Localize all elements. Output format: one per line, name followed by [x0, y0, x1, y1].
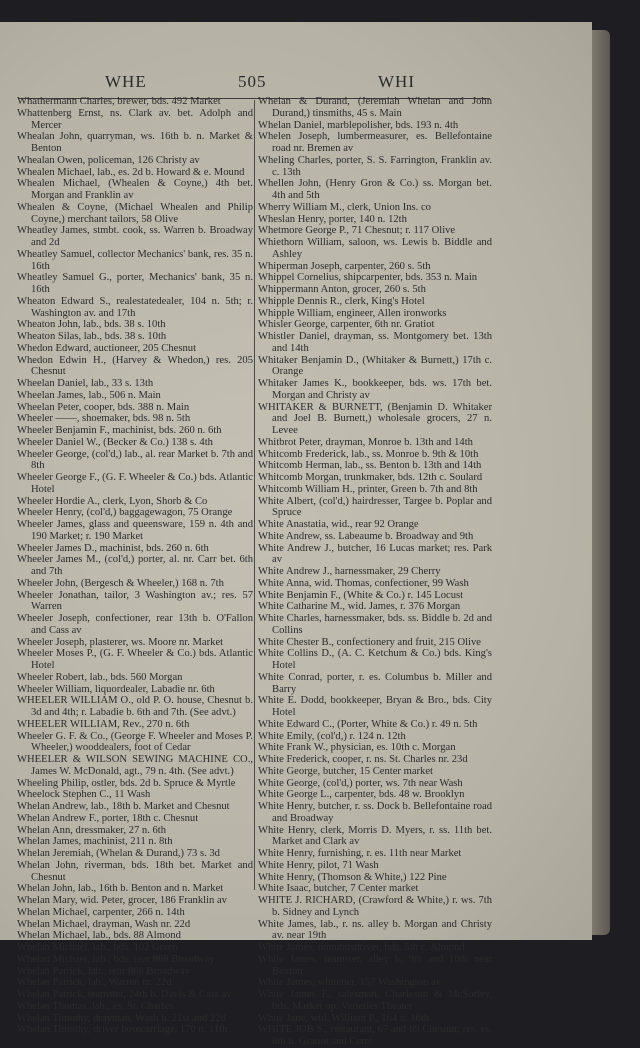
directory-entry: Wheeler George F., (G. F. Wheeler & Co.) bds. Atlantic Hotel [17, 472, 253, 495]
directory-entry: Wheling Charles, porter, S. S. Farrington, Franklin av. c. 13th [258, 154, 492, 178]
directory-entry: White Albert, (col'd,) hairdresser, Targee b. Poplar and Spruce [258, 495, 492, 519]
directory-entry: Whiethorn William, saloon, ws. Lewis b. Biddle and Ashley [258, 237, 492, 260]
directory-entry: Whitaker James K., bookkeeper, bds. ws. 17th bet. Morgan and Christy av [258, 378, 492, 401]
directory-entry: Wheeler James M., (col'd,) porter, al. nr. Carr bet. 6th and 7th [17, 554, 253, 577]
directory-entry: Wheeling Philip, ostler, bds. 2d b. Spruce & Myrtle [17, 777, 236, 789]
directory-entry: Whitcomb William H., printer, Green b. 7th and 8th [258, 483, 478, 495]
directory-entry: White Henry, butcher, r. ss. Dock b. Bellefontaine road and Broadway [258, 801, 492, 824]
directory-entry: White Anna, wid. Thomas, confectioner, 99 Wash [258, 577, 469, 589]
directory-entry: Wheaton Silas, lab., bds. 38 s. 10th [17, 331, 167, 342]
directory-entry: Whealan John, quarryman, ws. 16th b. n. Market & Benton [17, 131, 253, 154]
left-guide-word: WHE [105, 72, 147, 91]
directory-entry: White Benjamin F., (White & Co.) r. 145 Locust [258, 589, 464, 601]
directory-entry: White Henry, furnishing, r. es. 11th near Market [258, 848, 462, 859]
directory-entry: Wheaton John, lab., bds. 38 s. 10th [17, 319, 166, 331]
directory-entry: White George L., carpenter, bds. 48 w. Brooklyn [258, 789, 465, 801]
directory-entry: Whelan Patrick, lab., rear 868 Broadway [17, 965, 190, 977]
directory-entry: Whipple Dennis R., clerk, King's Hotel [258, 295, 425, 307]
directory-entry: White George, (col'd,) porter, ws. 7th near Wash [258, 777, 463, 789]
directory-entry: White James F., salesman, Charleson & McSorley, bds. Market op. Varieties Theater [258, 989, 492, 1012]
directory-entry: Whelan Michael, drayman, Wash nr. 22d [17, 918, 191, 930]
directory-entry: WHITE JOB S., restaurant, 67 and 69 Chesnut; res. es. 8th b. Gratiot and Cerre [258, 1024, 492, 1047]
directory-entry: WHEELER WILLIAM O., old P. O. house, Chesnut b. 3d and 4th; r. Labadie b. 6th and 7th. (See advt.) [17, 695, 253, 718]
directory-entry: White George, butcher, 15 Center market [258, 765, 433, 777]
right-column [258, 96, 492, 1048]
directory-entry: White Chester B., confectionery and fruit, 215 Olive [258, 636, 481, 648]
directory-entry: White Frederick, cooper, r. ns. St. Charles nr. 23d [258, 754, 468, 765]
left-column [17, 96, 253, 1036]
directory-entry: Wheeler William, liquordealer, Labadie nr. 6th [17, 683, 215, 695]
directory-entry: Wheeler ——, shoemaker, bds. 98 n. 5th [17, 413, 191, 425]
directory-entry: Whelan Andrew, lab., 18th b. Market and Chesnut [17, 801, 230, 812]
directory-entry: WHEELER & WILSON SEWING MACHINE CO., James W. McDonald, agt., 79 n. 4th. (See advt.) [17, 754, 253, 777]
directory-entry: WHITE J. RICHARD, (Crawford & White,) r. ws. 7th b. Sidney and Lynch [258, 895, 492, 918]
directory-entry: Whippel Cornelius, shipcarpenter, bds. 353 n. Main [258, 272, 478, 284]
directory-entry: Wheelan James, lab., 506 n. Main [17, 389, 161, 401]
directory-entry: Whelen Joseph, lumbermeasurer, es. Bellefontaine road nr. Bremen av [258, 131, 492, 154]
directory-entry: Whealen Michael, (Whealen & Coyne,) 4th bet. Morgan and Franklin av [17, 178, 253, 201]
directory-entry: Wheatley Samuel G., porter, Mechanics' bank, 35 n. 16th [17, 272, 253, 295]
directory-entry: Wheelock Stephen C., 11 Wash [17, 789, 151, 801]
directory-entry: Whelan Mary, wid. Peter, grocer, 186 Franklin av [17, 895, 227, 906]
directory-entry: Whelan Michael, lab., bds. 102 Green [17, 942, 178, 953]
directory-entry: Whitcomb Morgan, trunkmaker, bds. 12th c. Soulard [258, 472, 483, 483]
directory-entry: Whelan Thomas, lab., es. St. Charles [17, 1000, 174, 1012]
directory-entry: Whelan Michael, carpenter, 266 n. 14th [17, 906, 185, 918]
directory-entry: Whistler Daniel, drayman, ss. Montgomery bet. 13th and 14th [258, 331, 492, 354]
directory-entry: Whealen Michael, lab., es. 2d b. Howard & e. Mound [17, 166, 245, 178]
directory-entry: White Frank W., physician, es. 10th c. Morgan [258, 742, 456, 754]
directory-entry: White Catharine M., wid. James, r. 376 Morgan [258, 601, 461, 613]
directory-entry: Whelan Michael, lab., bds. 88 Almond [17, 930, 181, 942]
directory-entry: Whipple William, engineer, Allen ironworks [258, 307, 447, 319]
directory-entry: White Edward C., (Porter, White & Co.) r. 49 n. 5th [258, 718, 478, 730]
directory-entry: Wheeler James, glass and queensware, 159 n. 4th and 190 Market; r. 190 Market [17, 519, 253, 542]
directory-entry: Whedon Edwin H., (Harvey & Whedon,) res. 205 Chesnut [17, 354, 253, 378]
directory-entry: Wheeler Benjamin F., machinist, bds. 260 n. 6th [17, 425, 222, 436]
directory-entry: Wheeler Daniel W., (Becker & Co.) 138 s. 4th [17, 436, 213, 448]
directory-entry: Wheeler Jonathan, tailor, 3 Washington av.; res. 57 Warren [17, 589, 253, 613]
directory-entry: Wheeler Joseph, plasterer, ws. Moore nr. Market [17, 636, 224, 648]
directory-entry: Whitcomb Herman, lab., ss. Benton b. 13th and 14th [258, 460, 482, 472]
directory-entry: Whippermann Anton, grocer, 260 s. 5th [258, 284, 426, 295]
directory-entry: White Jane, wid. William P., 164 n. 16th [258, 1012, 430, 1024]
directory-entry: Whelan Daniel, marblepolisher, bds. 193 n. 4th [258, 119, 459, 131]
directory-entry: Wheatley James, stmbt. cook, ss. Warren b. Broadway and 2d [17, 225, 253, 248]
directory-entry: Wheeler Hordie A., clerk, Lyon, Shorb & Co [17, 495, 208, 507]
directory-entry: Whelan Jeremiah, (Whelan & Durand,) 73 s. 3d [17, 848, 220, 859]
directory-entry: Whathermann Charles, brewer, bds. 492 Market [17, 96, 221, 107]
directory-entry: WHITAKER & BURNETT, (Benjamin D. Whitaker and Joel B. Burnett,) wholesale grocers, 27 n. Levee [258, 401, 492, 436]
directory-entry: Wheaton Edward S., realestatedealer, 104 n. 5th; r. Washington av. and 17th [17, 295, 253, 319]
directory-entry: Whealan Owen, policeman, 126 Christy av [17, 154, 200, 166]
directory-entry: White Charles, harnessmaker, bds. ss. Biddle b. 2d and Collins [258, 613, 492, 636]
directory-entry: White Anastatia, wid., rear 92 Orange [258, 519, 419, 530]
directory-entry: Wheatley Samuel, collector Mechanics' bank, res. 35 n. 16th [17, 248, 253, 272]
directory-entry: Whedon Edward, auctioneer, 205 Chesnut [17, 342, 197, 354]
directory-entry: Whealen & Coyne, (Michael Whealen and Philip Coyne,) merchant tailors, 58 Olive [17, 201, 253, 225]
directory-entry: Whelan Ann, dressmaker, 27 n. 6th [17, 824, 167, 836]
directory-entry: Whiperman Joseph, carpenter, 260 s. 5th [258, 260, 431, 272]
directory-entry: Wheeler James D., machinist, bds. 260 n. 6th [17, 542, 209, 554]
directory-entry: Whisler George, carpenter, 6th nr. Gratiot [258, 319, 435, 331]
directory-entry: Whelan Andrew F., porter, 18th c. Chesnut [17, 812, 199, 824]
directory-entry: White Andrew, ss. Labeaume b. Broadway and 9th [258, 530, 474, 542]
directory-entry: Whetmore George P., 71 Chesnut; r. 117 Olive [258, 225, 456, 237]
directory-entry: White Henry, (Thomson & White,) 122 Pine [258, 871, 447, 883]
directory-entry: Wheelan Peter, cooper, bds. 388 n. Main [17, 401, 190, 413]
directory-entry: Wheeler Moses P., (G. F. Wheeler & Co.) bds. Atlantic Hotel [17, 648, 253, 671]
directory-entry: Whelan John, riverman, bds. 18th bet. Market and Chesnut [17, 859, 253, 883]
directory-entry: Whitbrot Peter, drayman, Monroe b. 13th and 14th [258, 436, 473, 448]
right-guide-word: WHI [378, 72, 415, 91]
directory-entry: White E. Dodd, bookkeeper, Bryan & Bro., bds. City Hotel [258, 695, 492, 718]
directory-entry: Whelan James, machinist, 211 n. 8th [17, 836, 173, 848]
directory-entry: Whitaker Benjamin D., (Whitaker & Burnett,) 17th c. Orange [258, 354, 492, 378]
directory-entry: Whelan Timothy, drayman, Wash b. 21st and 22d [17, 1012, 226, 1024]
directory-entry: Wheeler George, (col'd,) lab., al. rear Market b. 7th and 8th [17, 448, 253, 472]
directory-entry: Whelan & Durand, (Jeremiah Whelan and John Durand,) tinsmiths, 45 s. Main [258, 96, 492, 119]
directory-entry: White James, whitener, 157 Washington av [258, 977, 441, 989]
directory-entry: White Collins D., (A. C. Ketchum & Co.) bds. King's Hotel [258, 648, 492, 671]
directory-entry: Whelan Patrick, lab., Warren nr. 22d [17, 977, 172, 989]
directory-entry: Wheeler John, (Bergesch & Wheeler,) 168 n. 7th [17, 577, 224, 589]
directory-entry: Wheeler Henry, (col'd,) baggagewagon, 75 Orange [17, 507, 233, 519]
directory-entry: White James, teamster, alley b. 9th and 10th near Benton [258, 953, 492, 977]
directory-entry: WHEELER WILLIAM, Rev., 270 n. 6th [17, 718, 190, 730]
directory-entry: Whelan John, lab., 16th b. Benton and n. Market [17, 883, 224, 895]
directory-entry: White Isaac, butcher, 7 Center market [258, 883, 419, 895]
page-number: 505 [238, 72, 267, 91]
directory-entry: White Henry, pilot, 71 Wash [258, 859, 379, 871]
directory-page [0, 22, 592, 1047]
directory-entry: Wheslan Henry, porter, 140 n. 12th [258, 213, 407, 225]
directory-entry: Wheelan Daniel, lab., 33 s. 13th [17, 378, 154, 389]
directory-entry: White Andrew J., harnessmaker, 29 Cherry [258, 566, 441, 577]
directory-entry: Whelan Patrick, teamster, 24th b. Davis & Cass av [17, 989, 232, 1000]
directory-entry: White James, omnibusdriver, bds. 5th c. Almond [258, 942, 465, 953]
directory-entry: Wheeler Robert, lab., bds. 560 Morgan [17, 671, 183, 683]
directory-entry: Whellen John, (Henry Gron & Co.) ss. Morgan bet. 4th and 5th [258, 178, 492, 201]
directory-entry: Whattenberg Ernst, ns. Clark av. bet. Adolph and Mercer [17, 107, 253, 131]
directory-entry: White James, lab., r. ns. alley b. Morgan and Christy av. near 19th [258, 918, 492, 942]
column-divider [254, 100, 255, 890]
directory-entry: Whelan Timothy, driver hosecarriage, 170 n. 11th [17, 1024, 228, 1036]
directory-entry: White Andrew J., butcher, 16 Lucas market; res. Park av [258, 542, 492, 566]
directory-entry: White Conrad, porter, r. es. Columbus b. Miller and Barry [258, 671, 492, 695]
directory-entry: Wheeler G. F. & Co., (George F. Wheeler and Moses P. Wheeler,) wooddealers, foot of Cedar [17, 730, 253, 754]
directory-entry: White Emily, (col'd,) r. 124 n. 12th [258, 730, 406, 742]
directory-entry: Whelan Michael, lab., bds. rear 868 Broadway [17, 953, 215, 965]
directory-entry: Wheeler Joseph, confectioner, rear 13th b. O'Fallon and Cass av [17, 613, 253, 636]
directory-entry: Whitcomb Frederick, lab., ss. Monroe b. 9th & 10th [258, 448, 479, 460]
directory-entry: White Henry, clerk, Morris D. Myers, r. ss. 11th bet. Market and Clark av [258, 824, 492, 848]
directory-entry: Wherry William M., clerk, Union Ins. co [258, 201, 431, 213]
